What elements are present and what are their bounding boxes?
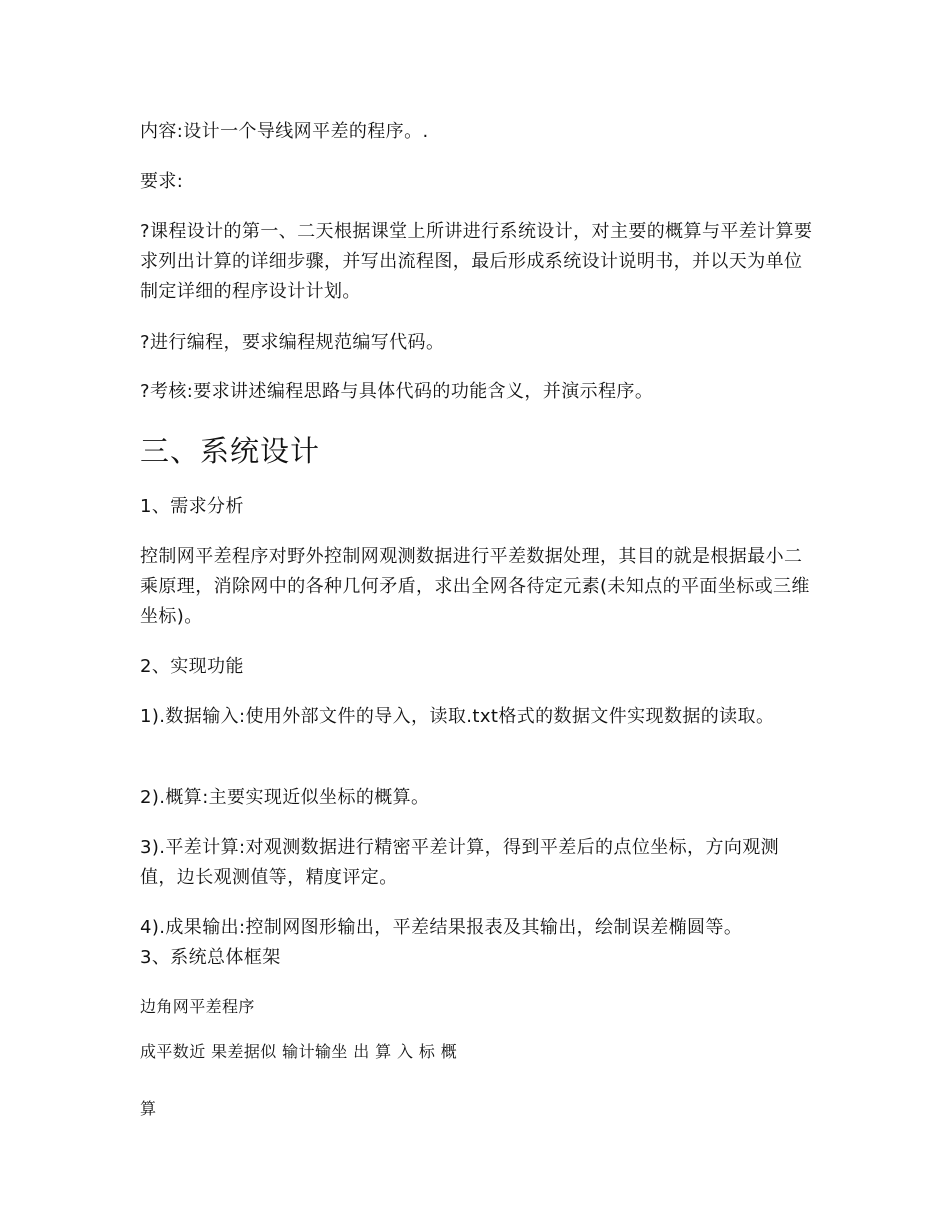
function-item-4: 4).成果输出:控制网图形输出，平差结果报表及其输出，绘制误差椭圆等。 (140, 917, 743, 938)
subsection-heading-3: 3、系统总体框架 (140, 947, 281, 968)
requirement-item-2: ?进行编程，要求编程规范编写代码。 (140, 332, 445, 353)
framework-diagram-row: 成平数近 果差据似 输计输坐 出 算 入 标 概 (140, 1042, 458, 1061)
subsection-heading-2: 2、实现功能 (140, 656, 244, 677)
framework-diagram-tail: 算 (140, 1099, 157, 1118)
framework-title: 边角网平差程序 (140, 997, 255, 1016)
requirements-analysis-paragraph: 控制网平差程序对野外控制网观测数据进行平差数据处理，其目的就是根据最小二乘原理，消除网中的各种几何矛盾，求出全网各待定元素(未知点的平面坐标或三维坐标)。 (140, 546, 810, 627)
subsection-heading-1: 1、需求分析 (140, 496, 244, 517)
function-item-1: 1).数据输入:使用外部文件的导入，读取.txt格式的数据文件实现数据的读取。 (140, 706, 775, 727)
function-item-3: 3).平差计算:对观测数据进行精密平差计算，得到平差后的点位坐标，方向观测值，边长观测值等，精度评定。 (140, 837, 780, 888)
requirements-label: 要求: (140, 171, 184, 192)
requirement-item-1: ?课程设计的第一、二天根据课堂上所讲进行系统设计，对主要的概算与平差计算要求列出计算的详细步骤，并写出流程图，最后形成系统设计说明书，并以天为单位制定详细的程序设计计划。 (140, 221, 813, 302)
requirement-item-3: ?考核:要求讲述编程思路与具体代码的功能含义，并演示程序。 (140, 381, 654, 402)
section-heading: 三、系统设计 (140, 434, 321, 468)
content-line: 内容:设计一个导线网平差的程序。. (140, 121, 429, 142)
function-item-2: 2).概算:主要实现近似坐标的概算。 (140, 787, 430, 808)
